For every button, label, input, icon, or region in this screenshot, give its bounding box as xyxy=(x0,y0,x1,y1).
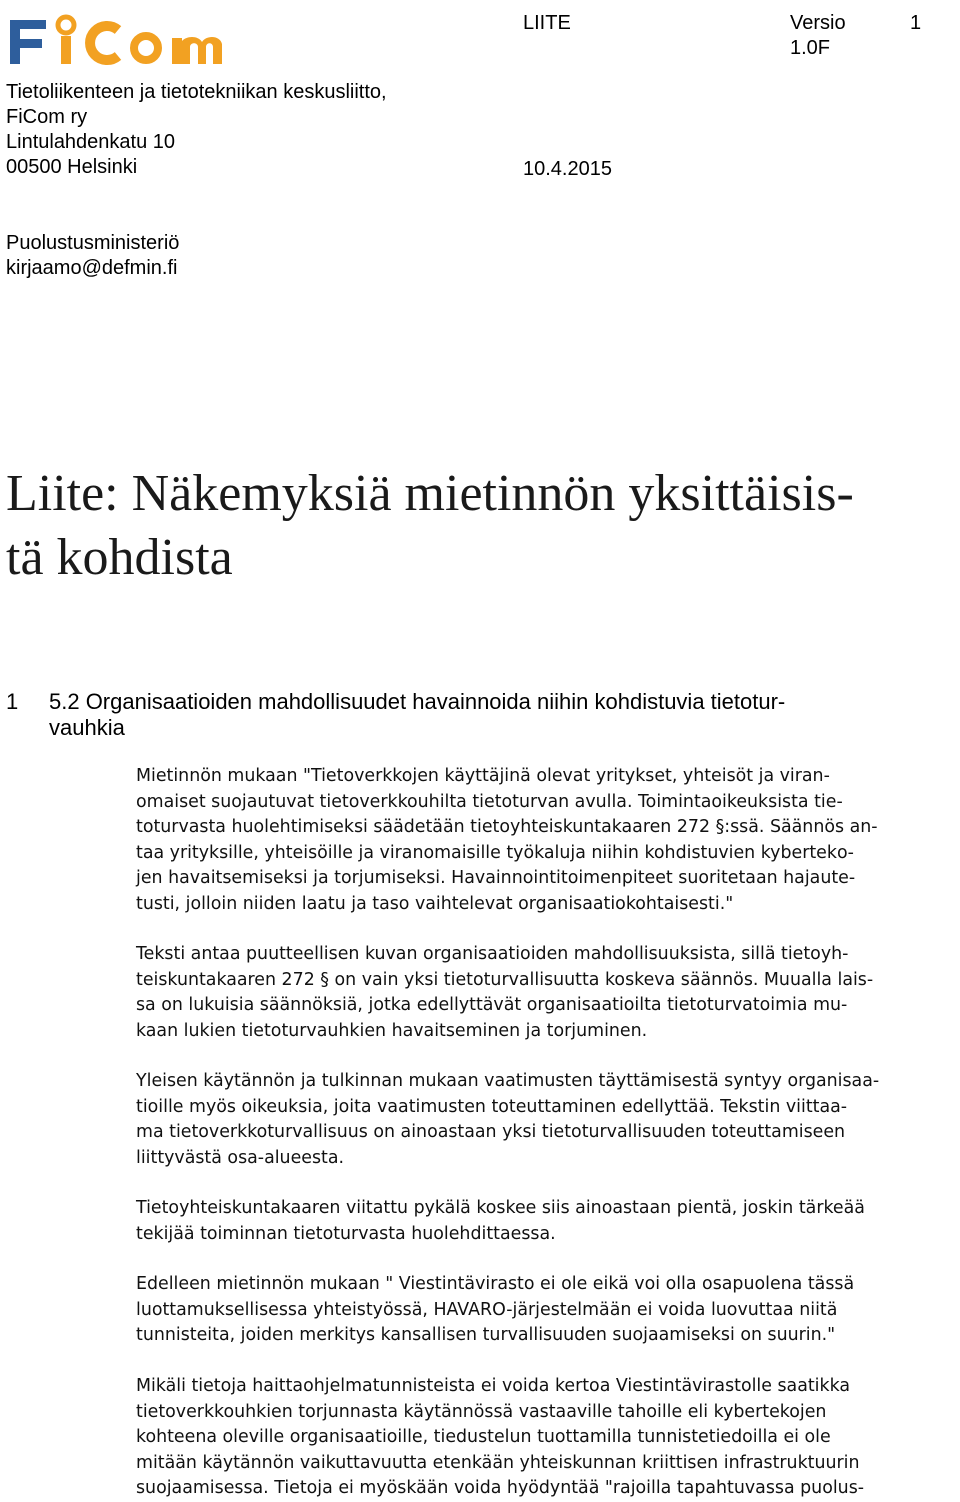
paragraph xyxy=(136,942,960,1044)
document-date: 10.4.2015 xyxy=(523,158,612,180)
paragraph xyxy=(136,1196,960,1247)
section-heading-line: 5.2 Organisaatioiden mahdollisuudet havainnoida niihin kohdistuvia tietotur- xyxy=(49,689,786,714)
paragraph xyxy=(136,1069,960,1171)
paragraph-line: taa yrityksille, yhteisöille ja viranomaisille työkaluja niihin kohdistuvien kybertekо- xyxy=(136,842,854,863)
title-line: Liite: Näkemyksiä mietinnön yksittäisis- xyxy=(6,465,854,522)
paragraph xyxy=(136,1272,960,1349)
paragraph-line: mitään käytännön vaikuttavuutta etenkään yhteiskunnan kriittisen infrastruktuurin xyxy=(136,1452,860,1473)
paragraph-line: Teksti antaa puutteellisen kuvan organisaatioiden mahdollisuuksista, sillä tietoyh- xyxy=(136,944,849,964)
version-label: Versio xyxy=(790,12,846,34)
logo-letter-f xyxy=(10,20,46,64)
paragraph-line: ma tietoverkkoturvallisuus on ainoastaan yksi tietoturvallisuuden toteuttamiseen xyxy=(136,1122,846,1142)
paragraph-line: tusti, jolloin niiden laatu ja taso vaihtelevat organisaatiokohtaisesti." xyxy=(136,893,734,914)
section-heading xyxy=(49,689,949,741)
version-value: 1.0F xyxy=(790,37,831,59)
paragraph-line: kohteena oleville organisaatioille, tiedustelun tuottamilla tunnistetiedoilla ei ole xyxy=(136,1427,831,1447)
paragraph-line: tunnisteita, joiden merkitys kansallisen turvallisuuden suojaamiseksi on suurin." xyxy=(136,1325,836,1345)
logo-i-stem xyxy=(61,36,71,64)
recipient-name: Puolustusministeriö xyxy=(6,232,180,254)
sender-line: Lintulahdenkatu 10 xyxy=(6,131,176,153)
paragraph-line: teiskuntakaaren 272 § on vain yksi tietoturvallisuutta koskeva säännös. Muualla lais- xyxy=(136,969,874,990)
paragraph xyxy=(136,1374,960,1502)
recipient-block xyxy=(6,231,179,281)
logo-letter-o xyxy=(134,36,158,60)
paragraph-line: Yleisen käytännön ja tulkinnan mukaan vaatimusten täyttämisestä syntyy organisaa- xyxy=(136,1071,880,1091)
paragraph xyxy=(136,764,960,917)
sender-line: FiCom ry xyxy=(6,106,88,128)
section-heading-line: vauhkia xyxy=(49,715,125,740)
paragraph-line: tekijää toiminnan tietoturvasta huolehdittaessa. xyxy=(136,1223,556,1244)
paragraph-line: suojaamisessa. Tietoja ei myöskään voida hyödyntää "rajoilla tapahtuvassa puolus- xyxy=(136,1478,865,1498)
page-number: 1 xyxy=(910,12,922,34)
sender-address xyxy=(6,80,387,180)
logo-i-dot xyxy=(58,17,74,33)
logo-letter-c xyxy=(90,26,118,60)
paragraph-line: kaan lukien tietoturvauhkien havaitseminen ja torjuminen. xyxy=(136,1020,648,1041)
paragraph-line: Edelleen mietinnön mukaan " Viestintävirasto ei ole eikä voi olla osapuolena tässä xyxy=(136,1274,855,1294)
doc-type: LIITE xyxy=(523,12,571,34)
title-line: tä kohdista xyxy=(6,529,233,586)
paragraph-line: jen havaitsemiseksi ja torjumiseksi. Havainnointitoimenpiteet suoritetaan hajaute- xyxy=(136,868,856,888)
ficom-logo xyxy=(6,12,262,68)
paragraph-line: Mikäli tietoja haittaohjelmatunnisteista ei voida kertoa Viestintävirastolle saatikka xyxy=(136,1376,850,1396)
paragraph-line: Mietinnön mukaan "Tietoverkkojen käyttäjinä olevat yritykset, yhteisöt ja viran- xyxy=(136,766,830,786)
paragraph-line: tioille myös oikeuksia, joita vaatimusten toteuttaminen edellyttää. Tekstin viittaa- xyxy=(136,1096,848,1117)
paragraph-line: liittyvästä osa-alueesta. xyxy=(136,1147,345,1168)
paragraph-line: Tietoyhteiskuntakaaren viitattu pykälä koskee siis ainoastaan pientä, joskin tärkeää xyxy=(136,1198,865,1218)
paragraph-line: sa on lukuisia säännöksiä, jotka edellyttävät organisaatioilta tietoturvatoimia mu- xyxy=(136,995,848,1015)
sender-line: 00500 Helsinki xyxy=(6,156,138,178)
logo-letter-m xyxy=(172,37,222,64)
paragraph-line: tietoverkkouhkien torjunnasta käytännössä vastaaville tahoille eli kybertekojen xyxy=(136,1401,827,1422)
paragraph-line: omaiset suojautuvat tietoverkkouhilta tietoturvan avulla. Toimintaoikeuksista tie- xyxy=(136,791,843,812)
section-number: 1 xyxy=(6,689,19,714)
paragraph-line: luottamuksellisessa yhteistyössä, HAVARO-järjestelmään ei voida luovuttaa niitä xyxy=(136,1299,838,1320)
recipient-email: kirjaamo@defmin.fi xyxy=(6,257,178,279)
paragraph-line: toturvasta huolehtimiseksi säädetään tietoyhteiskuntakaaren 272 §:ssä. Säännös an- xyxy=(136,817,878,837)
sender-line: Tietoliikenteen ja tietotekniikan keskusliitto, xyxy=(6,81,387,103)
document-title xyxy=(6,462,956,590)
